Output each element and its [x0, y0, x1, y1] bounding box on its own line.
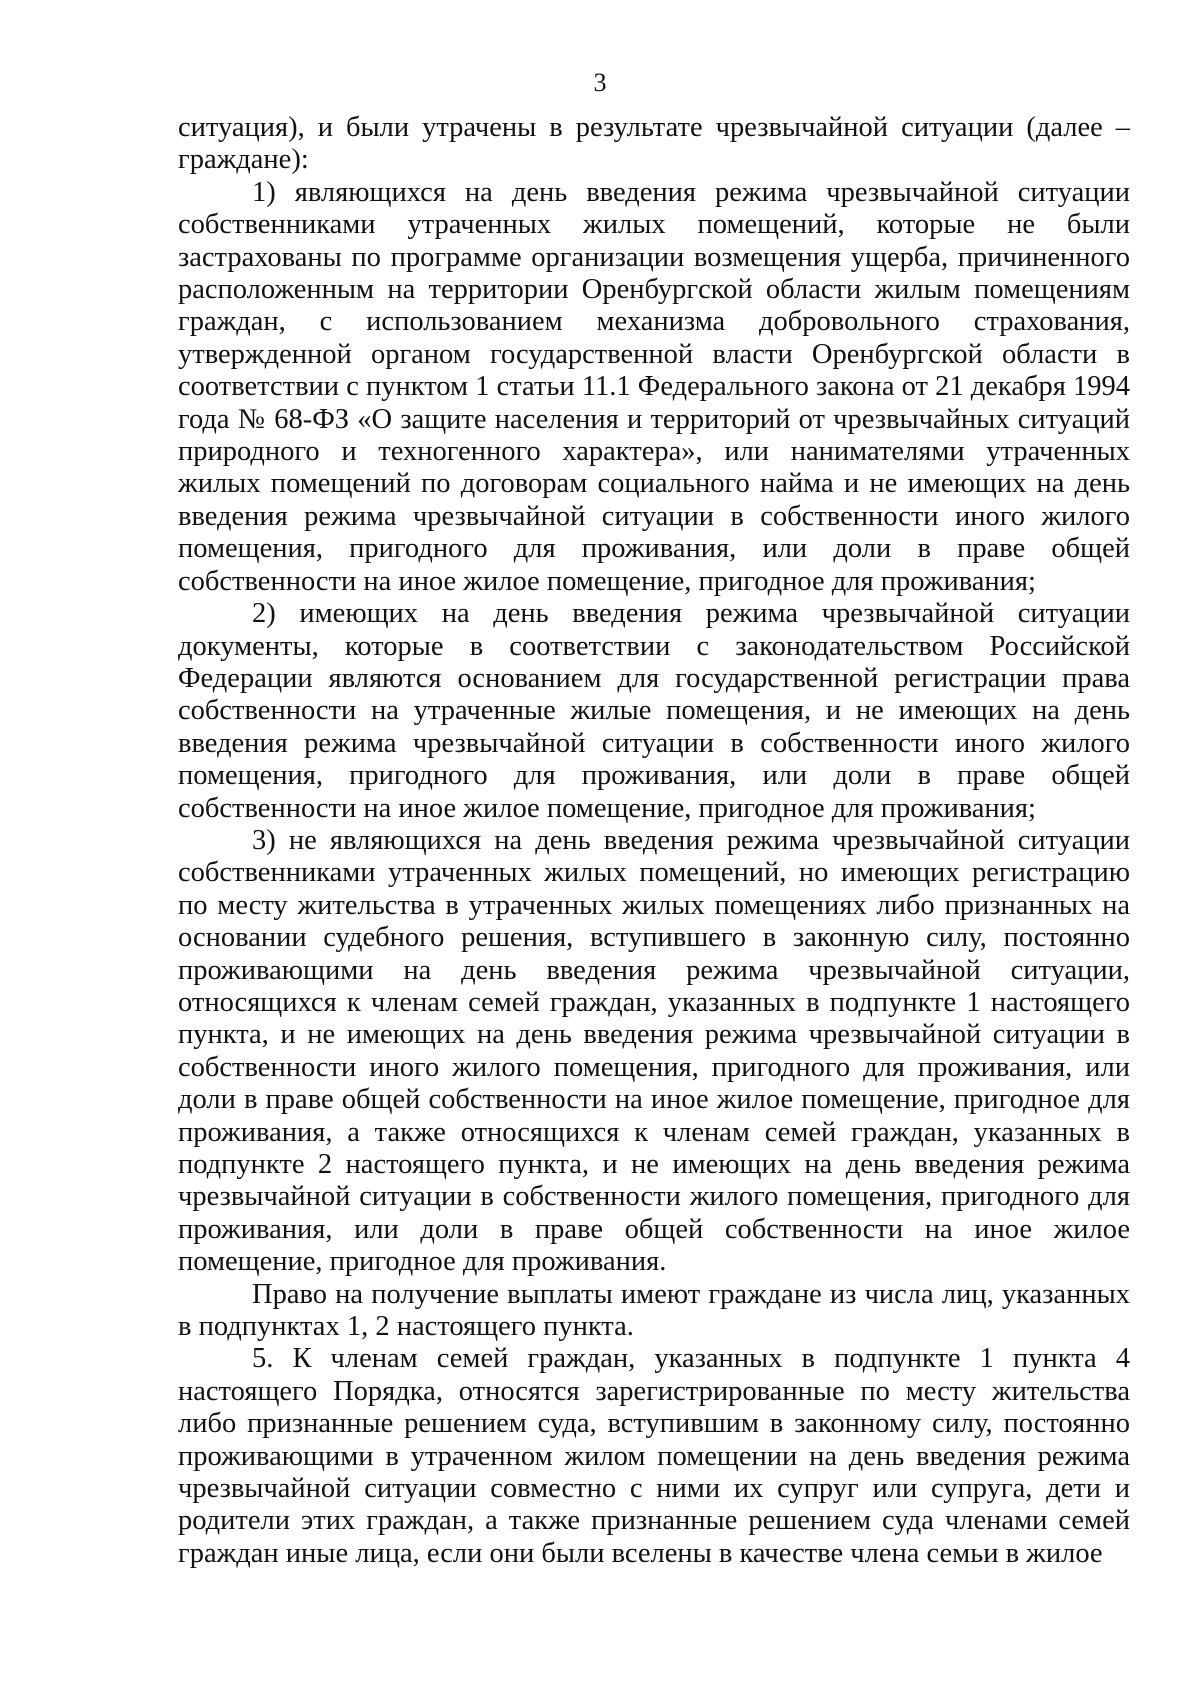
paragraph-subitem-2: 2) имеющих на день введения режима чрезвычайной ситуации документы, которые в соответствии с законодательством Российской Федерации являются основанием для государственной регистрации права собственности на утраченные жилые помещения, и не имеющих на день введения режима чрезвычайной ситуации в собственности иного жилого помещения, пригодного для проживания, или доли в праве общей собственности на иное жилое помещение, пригодное для проживания; [178, 598, 1130, 824]
document-body [178, 112, 1130, 1570]
page-number: 3 [593, 68, 607, 97]
paragraph-subitem-1: 1) являющихся на день введения режима чрезвычайной ситуации собственниками утраченных жилых помещений, которые не были застрахованы по программе организации возмещения ущерба, причиненного расположенным на территории Оренбургской области жилым помещениям граждан, с использованием механизма добровольного страхования, утвержденной органом государственной власти Оренбургской области в соответствии с пунктом 1 статьи 11.1 Федерального закона от 21 декабря 1994 года № 68-ФЗ «О защите населения и территорий от чрезвычайных ситуаций природного и техногенного характера», или нанимателями утраченных жилых помещений по договорам социального найма и не имеющих на день введения режима чрезвычайной ситуации в собственности иного жилого помещения, пригодного для проживания, или доли в праве общей собственности на иное жилое помещение, пригодное для проживания; [178, 176, 1130, 597]
paragraph-item-5: 5. К членам семей граждан, указанных в подпункте 1 пункта 4 настоящего Порядка, относятся зарегистрированные по месту жительства либо признанные решением суда, вступившим в законному силу, постоянно проживающими в утраченном жилом помещении на день введения режима чрезвычайной ситуации совместно с ними их супруг или супруга, дети и родители этих граждан, а также признанные решением суда членами семей граждан иные лица, если они были вселены в качестве члена семьи в жилое [178, 1343, 1130, 1569]
paragraph-subitem-3: 3) не являющихся на день введения режима чрезвычайной ситуации собственниками утраченных жилых помещений, но имеющих регистрацию по месту жительства в утраченных жилых помещениях либо признанных на основании судебного решения, вступившего в законную силу, постоянно проживающими на день введения режима чрезвычайной ситуации, относящихся к членам семей граждан, указанных в подпункте 1 настоящего пункта, и не имеющих на день введения режима чрезвычайной ситуации в собственности иного жилого помещения, пригодного для проживания, или доли в праве общей собственности на иное жилое помещение, пригодное для проживания, а также относящихся к членам семей граждан, указанных в подпункте 2 настоящего пункта, и не имеющих на день введения режима чрезвычайной ситуации в собственности жилого помещения, пригодного для проживания, или доли в праве общей собственности на иное жилое помещение, пригодное для проживания. [178, 824, 1130, 1278]
paragraph-entitlement: Право на получение выплаты имеют граждане из числа лиц, указанных в подпунктах 1, 2 настоящего пункта. [178, 1278, 1130, 1343]
paragraph-continuation: ситуация), и были утрачены в результате чрезвычайной ситуации (далее – граждане): [178, 112, 1130, 176]
